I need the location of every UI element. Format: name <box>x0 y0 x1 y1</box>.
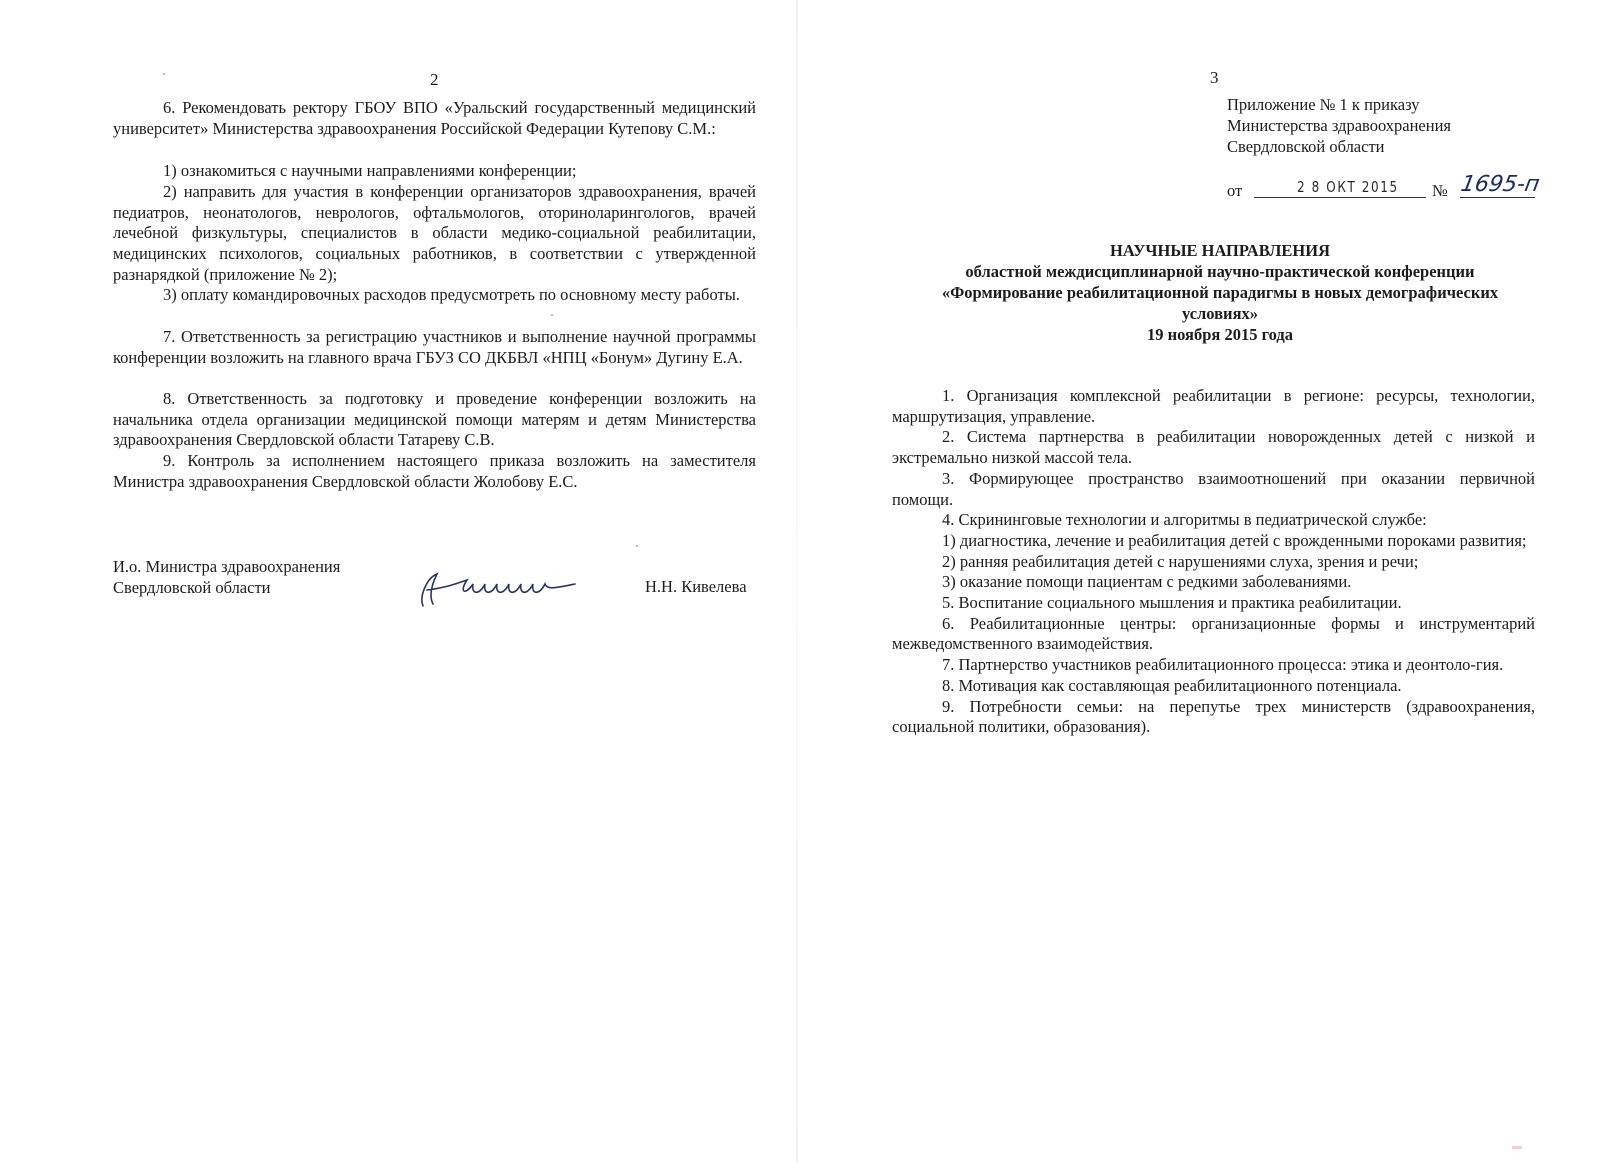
signatory-title-line1: И.о. Министра здравоохранения <box>113 557 341 576</box>
heading-date: 19 ноября 2015 года <box>1146 325 1294 344</box>
paragraph-8: 8. Ответственность за подготовку и проведение конференции возложить на начальника отдела организации медицинской помощи матерям и детям Министерства здравоохранения Свердловской области Татареву С.В. <box>113 389 756 450</box>
number-underline <box>1460 197 1535 198</box>
paragraph-9: 9. Контроль за исполнением настоящего приказа возложить на заместителя Министра здравоохранения Свердловской области Жолобову Е.С. <box>113 451 756 491</box>
list-item: 6. Реабилитационные центры: организационные формы и инструментарий межведомственного взаимодействия. <box>892 613 1535 654</box>
list-item: 3) оказание помощи пациентам с редкими заболеваниями. <box>942 572 1352 592</box>
from-label: от <box>1227 181 1243 200</box>
appendix-line2: Министерства здравоохранения <box>1227 116 1452 135</box>
list-item: 8. Мотивация как составляющая реабилитационного потенциала. <box>942 675 1402 695</box>
scan-speck <box>989 705 991 707</box>
right-page-number: 3 <box>1210 68 1219 87</box>
directions-list <box>892 386 1535 738</box>
paragraph-7: 7. Ответственность за регистрацию участников и выполнение научной программы конференции возложить на главного врача ГБУЗ СО ДКБВЛ «НПЦ «Бонум» Дугину Е.А. <box>113 327 756 367</box>
heading-title: НАУЧНЫЕ НАПРАВЛЕНИЯ <box>1109 241 1330 260</box>
date-stamp: 2 8 ОКТ 2015 <box>1297 178 1399 196</box>
heading-subtitle: областной междисциплинарной научно-практической конференции <box>965 262 1475 281</box>
number-label: № <box>1432 181 1448 200</box>
list-item: 2) ранняя реабилитация детей с нарушениями слуха, зрения и речи; <box>942 551 1419 571</box>
list-item: 2. Система партнерства в реабилитации новорожденных детей с низкой и экстремально низкой массой тела. <box>892 427 1535 468</box>
appendix-line1: Приложение № 1 к приказу <box>1227 95 1420 114</box>
list-item: 5. Воспитание социального мышления и практика реабилитации. <box>942 593 1402 613</box>
list-item: 9. Потребности семьи: на перепутье трех министерств (здравоохранения, социальной политики, образования). <box>892 696 1535 737</box>
signatory-name: Н.Н. Кивелева <box>645 577 747 596</box>
date-underline <box>1254 197 1426 198</box>
paragraph-6-3: 3) оплату командировочных расходов предусмотреть по основному месту работы. <box>163 285 740 304</box>
paragraph-6-2: 2) направить для участия в конференции организаторов здравоохранения, врачей педиатров, неонатологов, неврологов, офтальмологов, оториноларингологов, врачей лечебной физкультуры, специалистов в области медико-социальной реабилитации, медицинских психологов, социальных работников, в соответствии с утвержденной разнарядкой (приложение № 2); <box>113 182 756 284</box>
scan-speck <box>636 545 638 547</box>
signatory-title-line2: Свердловской области <box>113 578 271 597</box>
order-number: 1695-п <box>1458 172 1542 197</box>
appendix-block <box>1227 94 1451 157</box>
paragraph-6: 6. Рекомендовать ректору ГБОУ ВПО «Уральский государственный медицинский университет» Министерства здравоохранения Российской Федерации Кутепову С.М.: <box>113 98 756 138</box>
appendix-line3: Свердловской области <box>1227 137 1385 156</box>
list-item: 1. Организация комплексной реабилитации в регионе: ресурсы, технологии, маршрутизация, управление. <box>892 386 1535 426</box>
signatory-title <box>113 556 340 598</box>
document-heading <box>890 240 1550 345</box>
list-item: 1) диагностика, лечение и реабилитация детей с врожденными пороками развития; <box>942 530 1527 550</box>
order-reference <box>1227 172 1547 204</box>
heading-conference-name: «Формирование реабилитационной парадигмы в новых демографических условиях» <box>941 283 1499 323</box>
paragraph-6-1: 1) ознакомиться с научными направлениями конференции; <box>163 161 577 180</box>
scan-speck <box>163 73 165 75</box>
list-item: 3. Формирующее пространство взаимоотношений при оказании первичной помощи. <box>892 468 1535 509</box>
scan-speck <box>551 314 553 316</box>
handwritten-signature <box>415 566 585 612</box>
list-item: 4. Скрининговые технологии и алгоритмы в педиатрической службе: <box>942 510 1427 530</box>
list-item: 7. Партнерство участников реабилитационного процесса: этика и деонтоло-гия. <box>942 655 1504 675</box>
left-page-number: 2 <box>430 70 439 89</box>
scan-mark <box>1512 1146 1522 1149</box>
